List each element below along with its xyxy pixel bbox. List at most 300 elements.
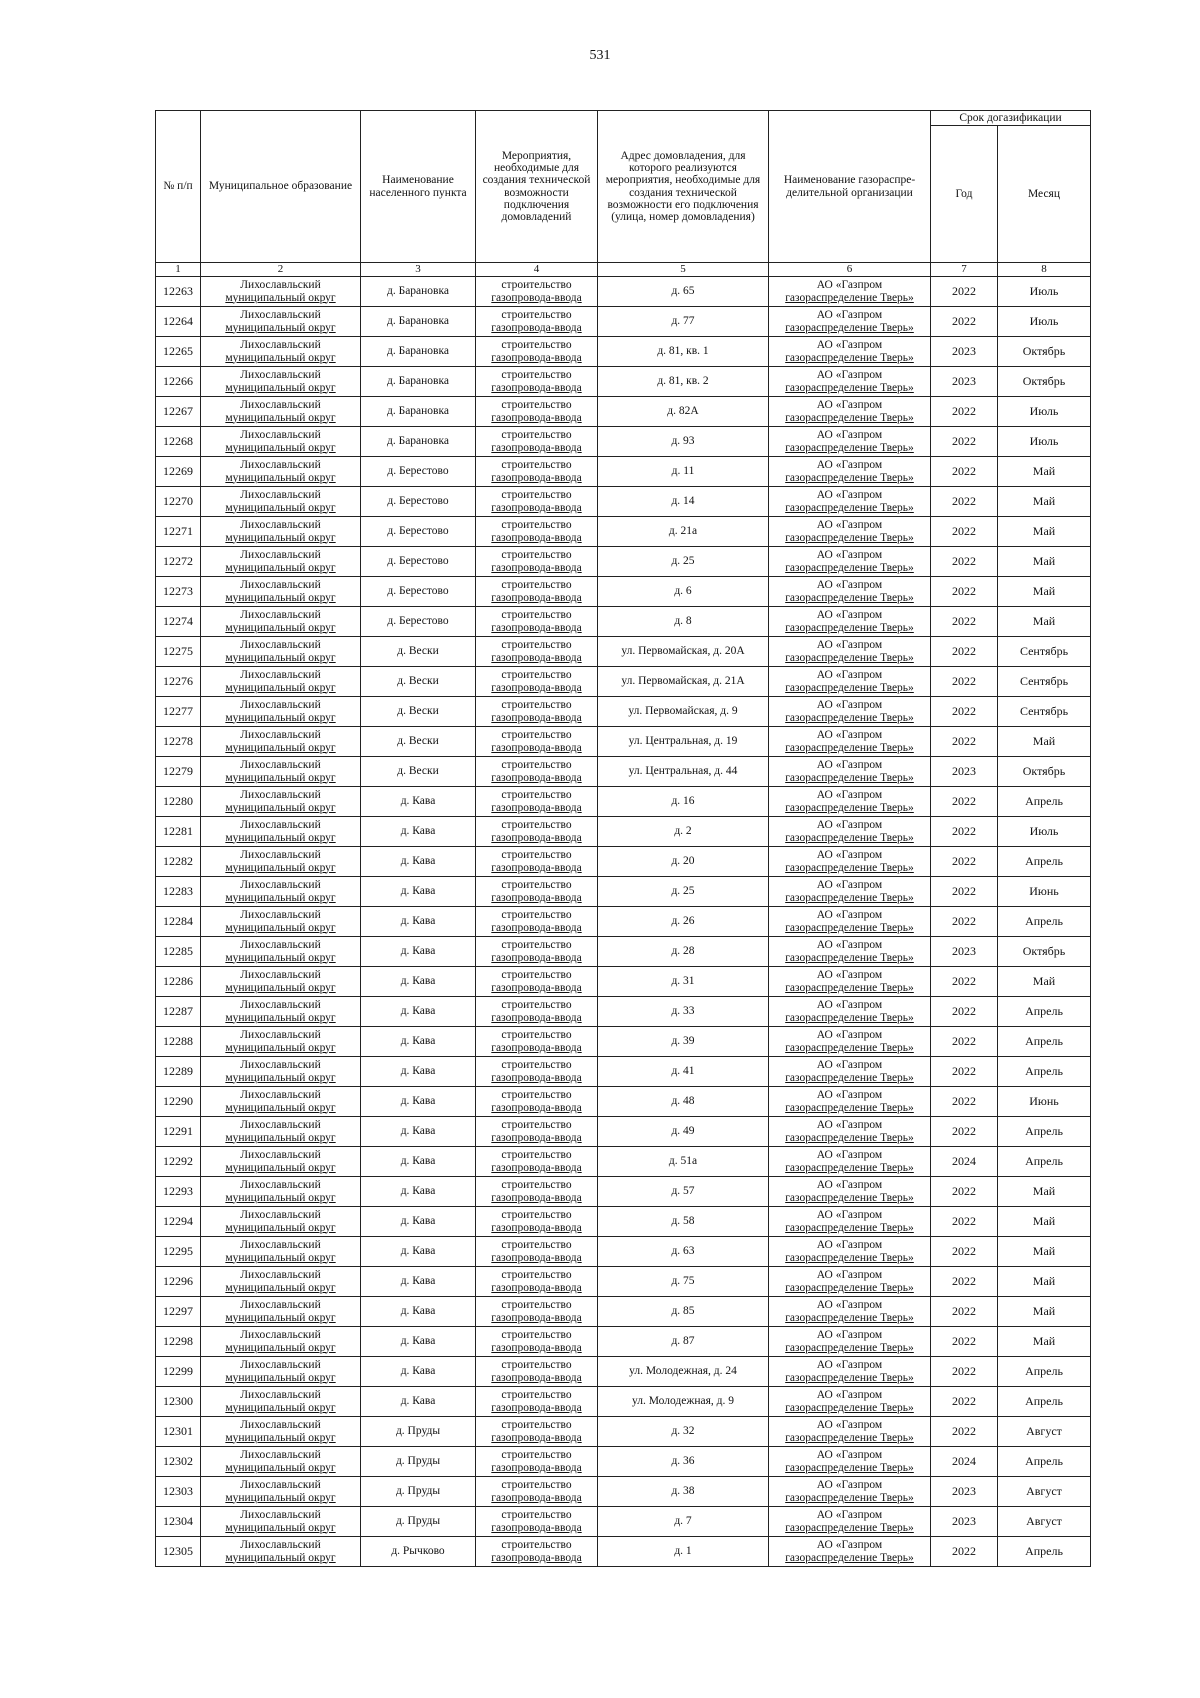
address-cell: д. 48: [598, 1087, 769, 1117]
measure-cell-line1: строительство: [501, 399, 572, 412]
row-number: 12286: [156, 967, 201, 997]
municipality-cell: [201, 1237, 361, 1267]
org-cell-line2: газораспределение Тверь»: [785, 1221, 914, 1234]
measure-cell: [476, 907, 598, 937]
measure-cell-line1: строительство: [501, 1389, 572, 1402]
address-cell: д. 81, кв. 1: [598, 337, 769, 367]
org-cell-line1: АО «Газпром: [816, 939, 883, 952]
row-number: 12294: [156, 1207, 201, 1237]
org-cell-line1: АО «Газпром: [816, 669, 883, 682]
table-row: [156, 547, 1091, 577]
measure-cell-line2: газопровода-ввода: [491, 1071, 582, 1084]
org-cell-line1: АО «Газпром: [816, 639, 883, 652]
municipality-cell: [201, 1297, 361, 1327]
measure-cell: [476, 487, 598, 517]
row-number: 12285: [156, 937, 201, 967]
measure-cell-line1: строительство: [501, 1479, 572, 1492]
measure-cell-line2: газопровода-ввода: [491, 621, 582, 634]
org-cell-line2: газораспределение Тверь»: [785, 1131, 914, 1144]
municipality-cell-line2: муниципальный округ: [225, 861, 336, 874]
year-cell: 2022: [931, 1027, 998, 1057]
settlement-cell: д. Кава: [361, 1177, 476, 1207]
municipality-cell: [201, 787, 361, 817]
municipality-cell-line2: муниципальный округ: [225, 1311, 336, 1324]
measure-cell-line1: строительство: [501, 1029, 572, 1042]
year-cell: 2022: [931, 1357, 998, 1387]
address-cell: д. 21а: [598, 517, 769, 547]
municipality-cell: [201, 637, 361, 667]
year-cell: 2022: [931, 1417, 998, 1447]
municipality-cell: [201, 1087, 361, 1117]
settlement-cell: д. Кава: [361, 817, 476, 847]
table-row: [156, 457, 1091, 487]
row-number: 12295: [156, 1237, 201, 1267]
header-month: Месяц: [998, 126, 1091, 263]
address-cell: д. 36: [598, 1447, 769, 1477]
org-cell-line1: АО «Газпром: [816, 729, 883, 742]
measure-cell: [476, 607, 598, 637]
measure-cell-line1: строительство: [501, 1239, 572, 1252]
measure-cell-line1: строительство: [501, 1539, 572, 1552]
measure-cell-line2: газопровода-ввода: [491, 951, 582, 964]
settlement-cell: д. Кава: [361, 847, 476, 877]
month-cell: Май: [998, 1177, 1091, 1207]
municipality-cell: [201, 697, 361, 727]
org-cell-line1: АО «Газпром: [816, 339, 883, 352]
row-number: 12284: [156, 907, 201, 937]
settlement-cell: д. Кава: [361, 1147, 476, 1177]
year-cell: 2022: [931, 487, 998, 517]
row-number: 12280: [156, 787, 201, 817]
settlement-cell: д. Кава: [361, 1207, 476, 1237]
year-cell: 2022: [931, 997, 998, 1027]
month-cell: Сентябрь: [998, 637, 1091, 667]
address-cell: д. 1: [598, 1537, 769, 1567]
municipality-cell: [201, 727, 361, 757]
month-cell: Апрель: [998, 907, 1091, 937]
year-cell: 2022: [931, 1087, 998, 1117]
org-cell-line1: АО «Газпром: [816, 1509, 883, 1522]
municipality-cell-line1: Лихославльский: [240, 429, 321, 442]
measure-cell-line1: строительство: [501, 1089, 572, 1102]
municipality-cell-line1: Лихославльский: [240, 669, 321, 682]
table-row: [156, 1507, 1091, 1537]
measure-cell: [476, 277, 598, 307]
row-number: 12302: [156, 1447, 201, 1477]
municipality-cell-line2: муниципальный округ: [225, 1191, 336, 1204]
measure-cell-line2: газопровода-ввода: [491, 801, 582, 814]
municipality-cell: [201, 397, 361, 427]
org-cell-line1: АО «Газпром: [816, 1209, 883, 1222]
month-cell: Июнь: [998, 1087, 1091, 1117]
measure-cell: [476, 1087, 598, 1117]
year-cell: 2022: [931, 1207, 998, 1237]
table-row: [156, 1087, 1091, 1117]
org-cell-line1: АО «Газпром: [816, 429, 883, 442]
year-cell: 2022: [931, 907, 998, 937]
org-cell-line1: АО «Газпром: [816, 549, 883, 562]
municipality-cell-line1: Лихославльский: [240, 1509, 321, 1522]
settlement-cell: д. Пруды: [361, 1417, 476, 1447]
address-cell: д. 49: [598, 1117, 769, 1147]
municipality-cell: [201, 1387, 361, 1417]
row-number: 12291: [156, 1117, 201, 1147]
org-cell-line1: АО «Газпром: [816, 369, 883, 382]
row-number: 12287: [156, 997, 201, 1027]
measure-cell-line1: строительство: [501, 729, 572, 742]
measure-cell-line1: строительство: [501, 1269, 572, 1282]
table-row: [156, 307, 1091, 337]
org-cell: [769, 367, 931, 397]
month-cell: Июль: [998, 307, 1091, 337]
org-cell-line2: газораспределение Тверь»: [785, 861, 914, 874]
municipality-cell: [201, 1207, 361, 1237]
org-cell: [769, 967, 931, 997]
org-cell-line2: газораспределение Тверь»: [785, 891, 914, 904]
row-number: 12270: [156, 487, 201, 517]
municipality-cell-line2: муниципальный округ: [225, 1131, 336, 1144]
municipality-cell-line2: муниципальный округ: [225, 441, 336, 454]
municipality-cell: [201, 1417, 361, 1447]
measure-cell-line2: газопровода-ввода: [491, 771, 582, 784]
measure-cell: [476, 1027, 598, 1057]
municipality-cell-line1: Лихославльский: [240, 1479, 321, 1492]
row-number: 12271: [156, 517, 201, 547]
row-number: 12266: [156, 367, 201, 397]
settlement-cell: д. Барановка: [361, 427, 476, 457]
address-cell: ул. Первомайская, д. 21А: [598, 667, 769, 697]
municipality-cell-line1: Лихославльский: [240, 279, 321, 292]
table-row: [156, 1447, 1091, 1477]
org-cell-line1: АО «Газпром: [816, 609, 883, 622]
row-number: 12298: [156, 1327, 201, 1357]
settlement-cell: д. Кава: [361, 1387, 476, 1417]
settlement-cell: д. Берестово: [361, 547, 476, 577]
municipality-cell-line1: Лихославльский: [240, 1299, 321, 1312]
municipality-cell-line1: Лихославльский: [240, 1449, 321, 1462]
settlement-cell: д. Пруды: [361, 1477, 476, 1507]
org-cell-line2: газораспределение Тверь»: [785, 561, 914, 574]
measure-cell-line2: газопровода-ввода: [491, 1101, 582, 1114]
municipality-cell-line2: муниципальный округ: [225, 351, 336, 364]
org-cell-line1: АО «Газпром: [816, 309, 883, 322]
municipality-cell: [201, 487, 361, 517]
month-cell: Октябрь: [998, 937, 1091, 967]
month-cell: Август: [998, 1477, 1091, 1507]
org-cell-line2: газораспределение Тверь»: [785, 381, 914, 394]
org-cell-line2: газораспределение Тверь»: [785, 411, 914, 424]
table-row: [156, 907, 1091, 937]
measure-cell-line2: газопровода-ввода: [491, 531, 582, 544]
municipality-cell: [201, 1327, 361, 1357]
month-cell: Июль: [998, 277, 1091, 307]
measure-cell: [476, 577, 598, 607]
org-cell-line1: АО «Газпром: [816, 489, 883, 502]
municipality-cell: [201, 367, 361, 397]
settlement-cell: д. Кава: [361, 1357, 476, 1387]
measure-cell-line1: строительство: [501, 519, 572, 532]
row-number: 12279: [156, 757, 201, 787]
row-number: 12273: [156, 577, 201, 607]
measure-cell: [476, 1327, 598, 1357]
measure-cell-line2: газопровода-ввода: [491, 1551, 582, 1564]
measure-cell-line2: газопровода-ввода: [491, 1131, 582, 1144]
row-number: 12289: [156, 1057, 201, 1087]
org-cell-line1: АО «Газпром: [816, 789, 883, 802]
address-cell: ул. Первомайская, д. 9: [598, 697, 769, 727]
table-row: [156, 877, 1091, 907]
measure-cell-line1: строительство: [501, 1149, 572, 1162]
table-row: [156, 1117, 1091, 1147]
org-cell: [769, 1237, 931, 1267]
org-cell-line2: газораспределение Тверь»: [785, 291, 914, 304]
year-cell: 2022: [931, 397, 998, 427]
table-row: [156, 577, 1091, 607]
year-cell: 2022: [931, 1057, 998, 1087]
measure-cell-line1: строительство: [501, 939, 572, 952]
measure-cell-line2: газопровода-ввода: [491, 981, 582, 994]
table-row: [156, 607, 1091, 637]
org-cell-line2: газораспределение Тверь»: [785, 621, 914, 634]
address-cell: д. 77: [598, 307, 769, 337]
row-number: 12268: [156, 427, 201, 457]
month-cell: Апрель: [998, 1057, 1091, 1087]
settlement-cell: д. Кава: [361, 967, 476, 997]
year-cell: 2022: [931, 1177, 998, 1207]
municipality-cell-line1: Лихославльский: [240, 699, 321, 712]
year-cell: 2022: [931, 547, 998, 577]
measure-cell: [476, 727, 598, 757]
municipality-cell-line2: муниципальный округ: [225, 1491, 336, 1504]
org-cell: [769, 697, 931, 727]
settlement-cell: д. Барановка: [361, 397, 476, 427]
year-cell: 2022: [931, 817, 998, 847]
municipality-cell-line2: муниципальный округ: [225, 651, 336, 664]
org-cell-line2: газораспределение Тверь»: [785, 1491, 914, 1504]
municipality-cell: [201, 1507, 361, 1537]
measure-cell-line1: строительство: [501, 819, 572, 832]
municipality-cell-line2: муниципальный округ: [225, 681, 336, 694]
org-cell-line1: АО «Газпром: [816, 1089, 883, 1102]
measure-cell-line2: газопровода-ввода: [491, 1371, 582, 1384]
municipality-cell-line1: Лихославльский: [240, 759, 321, 772]
row-number: 12263: [156, 277, 201, 307]
org-cell-line2: газораспределение Тверь»: [785, 1431, 914, 1444]
year-cell: 2022: [931, 967, 998, 997]
org-cell: [769, 817, 931, 847]
org-cell-line2: газораспределение Тверь»: [785, 1551, 914, 1564]
municipality-cell-line2: муниципальный округ: [225, 471, 336, 484]
measure-cell-line1: строительство: [501, 369, 572, 382]
year-cell: 2024: [931, 1147, 998, 1177]
municipality-cell: [201, 667, 361, 697]
settlement-cell: д. Кава: [361, 907, 476, 937]
org-cell: [769, 397, 931, 427]
year-cell: 2023: [931, 757, 998, 787]
row-number: 12275: [156, 637, 201, 667]
municipality-cell-line2: муниципальный округ: [225, 1521, 336, 1534]
measure-cell: [476, 967, 598, 997]
table-body: [156, 277, 1091, 1567]
settlement-cell: д. Кава: [361, 1087, 476, 1117]
table-row: [156, 337, 1091, 367]
municipality-cell-line2: муниципальный округ: [225, 381, 336, 394]
row-number: 12267: [156, 397, 201, 427]
measure-cell-line2: газопровода-ввода: [491, 501, 582, 514]
address-cell: ул. Молодежная, д. 9: [598, 1387, 769, 1417]
municipality-cell-line1: Лихославльский: [240, 1209, 321, 1222]
page-number: 531: [589, 48, 611, 63]
table-row: [156, 637, 1091, 667]
municipality-cell-line1: Лихославльский: [240, 1539, 321, 1552]
row-number: 12300: [156, 1387, 201, 1417]
measure-cell-line2: газопровода-ввода: [491, 351, 582, 364]
municipality-cell-line1: Лихославльский: [240, 1389, 321, 1402]
address-cell: д. 85: [598, 1297, 769, 1327]
settlement-cell: д. Рычково: [361, 1537, 476, 1567]
measure-cell-line2: газопровода-ввода: [491, 891, 582, 904]
org-cell-line1: АО «Газпром: [816, 1479, 883, 1492]
year-cell: 2022: [931, 1237, 998, 1267]
settlement-cell: д. Кава: [361, 1267, 476, 1297]
org-cell-line2: газораспределение Тверь»: [785, 501, 914, 514]
municipality-cell-line1: Лихославльский: [240, 459, 321, 472]
col-index: 3: [361, 263, 476, 277]
measure-cell-line1: строительство: [501, 999, 572, 1012]
measure-cell: [476, 1177, 598, 1207]
measure-cell-line2: газопровода-ввода: [491, 1461, 582, 1474]
settlement-cell: д. Берестово: [361, 577, 476, 607]
org-cell-line2: газораспределение Тверь»: [785, 1281, 914, 1294]
org-cell-line1: АО «Газпром: [816, 1419, 883, 1432]
municipality-cell: [201, 967, 361, 997]
municipality-cell-line1: Лихославльский: [240, 939, 321, 952]
settlement-cell: д. Берестово: [361, 607, 476, 637]
org-cell: [769, 517, 931, 547]
year-cell: 2022: [931, 877, 998, 907]
year-cell: 2022: [931, 1387, 998, 1417]
org-cell: [769, 487, 931, 517]
municipality-cell-line2: муниципальный округ: [225, 321, 336, 334]
org-cell-line2: газораспределение Тверь»: [785, 1191, 914, 1204]
settlement-cell: д. Кава: [361, 877, 476, 907]
month-cell: Сентябрь: [998, 697, 1091, 727]
settlement-cell: д. Пруды: [361, 1447, 476, 1477]
row-number: 12272: [156, 547, 201, 577]
month-cell: Август: [998, 1417, 1091, 1447]
year-cell: 2024: [931, 1447, 998, 1477]
measure-cell: [476, 757, 598, 787]
municipality-cell-line2: муниципальный округ: [225, 771, 336, 784]
measure-cell-line1: строительство: [501, 459, 572, 472]
municipality-cell: [201, 1477, 361, 1507]
month-cell: Май: [998, 487, 1091, 517]
measure-cell: [476, 307, 598, 337]
measure-cell-line2: газопровода-ввода: [491, 921, 582, 934]
municipality-cell-line2: муниципальный округ: [225, 291, 336, 304]
measure-cell-line2: газопровода-ввода: [491, 861, 582, 874]
measure-cell-line1: строительство: [501, 549, 572, 562]
measure-cell-line2: газопровода-ввода: [491, 471, 582, 484]
municipality-cell-line1: Лихославльский: [240, 909, 321, 922]
measure-cell-line1: строительство: [501, 1179, 572, 1192]
municipality-cell-line1: Лихославльский: [240, 1179, 321, 1192]
org-cell: [769, 1477, 931, 1507]
org-cell-line1: АО «Газпром: [816, 909, 883, 922]
table-row: [156, 367, 1091, 397]
header-org: Наименование газораспре-делительной организации: [769, 111, 931, 263]
measure-cell-line2: газопровода-ввода: [491, 1251, 582, 1264]
month-cell: Май: [998, 1327, 1091, 1357]
municipality-cell-line2: муниципальный округ: [225, 621, 336, 634]
table-row: [156, 487, 1091, 517]
address-cell: д. 58: [598, 1207, 769, 1237]
municipality-cell: [201, 1537, 361, 1567]
measure-cell: [476, 1507, 598, 1537]
month-cell: Май: [998, 547, 1091, 577]
table-row: [156, 517, 1091, 547]
settlement-cell: д. Вески: [361, 637, 476, 667]
address-cell: д. 51а: [598, 1147, 769, 1177]
measure-cell: [476, 1297, 598, 1327]
year-cell: 2023: [931, 367, 998, 397]
month-cell: Октябрь: [998, 367, 1091, 397]
org-cell-line2: газораспределение Тверь»: [785, 1041, 914, 1054]
org-cell: [769, 757, 931, 787]
table-row: [156, 397, 1091, 427]
address-cell: д. 57: [598, 1177, 769, 1207]
measure-cell-line2: газопровода-ввода: [491, 1191, 582, 1204]
month-cell: Июль: [998, 427, 1091, 457]
measure-cell-line2: газопровода-ввода: [491, 1041, 582, 1054]
settlement-cell: д. Берестово: [361, 457, 476, 487]
municipality-cell: [201, 997, 361, 1027]
measure-cell-line1: строительство: [501, 1449, 572, 1462]
table-row: [156, 1327, 1091, 1357]
municipality-cell-line2: муниципальный округ: [225, 1251, 336, 1264]
municipality-cell-line2: муниципальный округ: [225, 1371, 336, 1384]
measure-cell: [476, 1117, 598, 1147]
org-cell-line2: газораспределение Тверь»: [785, 1521, 914, 1534]
measure-cell: [476, 517, 598, 547]
org-cell-line1: АО «Газпром: [816, 1539, 883, 1552]
org-cell: [769, 1417, 931, 1447]
measure-cell-line2: газопровода-ввода: [491, 1521, 582, 1534]
address-cell: д. 38: [598, 1477, 769, 1507]
municipality-cell-line2: муниципальный округ: [225, 501, 336, 514]
address-cell: д. 82А: [598, 397, 769, 427]
municipality-cell-line1: Лихославльский: [240, 609, 321, 622]
org-cell-line2: газораспределение Тверь»: [785, 831, 914, 844]
settlement-cell: д. Кава: [361, 1237, 476, 1267]
org-cell: [769, 877, 931, 907]
measure-cell: [476, 937, 598, 967]
row-number: 12274: [156, 607, 201, 637]
org-cell: [769, 787, 931, 817]
month-cell: Июль: [998, 397, 1091, 427]
measure-cell-line2: газопровода-ввода: [491, 711, 582, 724]
measure-cell: [476, 1477, 598, 1507]
row-number: 12297: [156, 1297, 201, 1327]
municipality-cell-line1: Лихославльский: [240, 879, 321, 892]
table-row: [156, 277, 1091, 307]
settlement-cell: д. Кава: [361, 1297, 476, 1327]
municipality-cell-line1: Лихославльский: [240, 309, 321, 322]
org-cell-line2: газораспределение Тверь»: [785, 1161, 914, 1174]
measure-cell-line1: строительство: [501, 1419, 572, 1432]
municipality-cell-line1: Лихославльский: [240, 1029, 321, 1042]
measure-cell-line1: строительство: [501, 1059, 572, 1072]
